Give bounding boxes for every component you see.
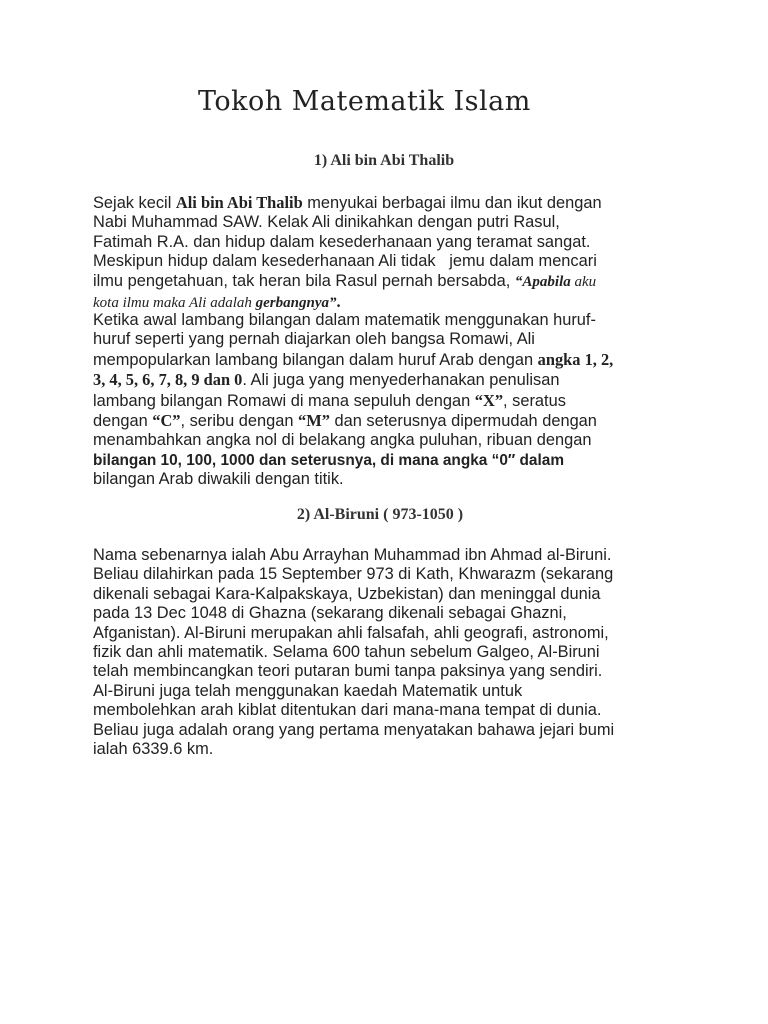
text-line: Fatimah R.A. dan hidup dalam kesederhanaan yang teramat sangat. [93,232,591,251]
text-line: membolehkan arah kiblat ditentukan dari mana-mana tempat di dunia. [93,701,602,720]
text-line [93,272,683,292]
text-run: ilmu pengetahuan, tak heran bila Rasul pernah bersabda, [93,271,515,290]
emphasis-digits: 3, 4, 5, 6, 7, 8, 9 dan 0 [93,370,243,390]
quote-run: aku [570,273,597,290]
emphasis-name: Ali bin Abi Thalib [175,193,303,212]
section-heading-biruni: 2) Al-Biruni ( 973-1050 ) [296,506,464,523]
text-line: Beliau juga adalah orang yang pertama menyatakan bahawa jejari bumi [93,720,615,739]
emphasis-digits: angka 1, 2, [537,349,614,369]
text-line: Nama sebenarnya ialah Abu Arrayhan Muhammad ibn Ahmad al-Biruni. [93,546,612,564]
text-run: . Ali juga yang menyederhanakan penulisan [242,371,560,390]
text-line: ialah 6339.6 km. [93,740,214,759]
text-line [93,391,683,411]
text-run: , seratus [503,391,566,410]
text-line: Al-Biruni juga telah menggunakan kaedah Matematik untuk [93,681,523,700]
text-run: lambang bilangan Romawi di mana sepuluh dengan [93,391,475,410]
text-line: Ketika awal lambang bilangan dalam matematik menggunakan huruf- [93,311,596,329]
text-line [93,411,683,431]
text-line: bilangan Arab diwakili dengan titik. [93,470,344,489]
paragraph-ali-numerals [93,311,683,490]
quote-run: kota ilmu maka Ali adalah [93,295,256,312]
text-line: bilangan 10, 100, 1000 dan seterusnya, di mana angka “0″ dalam [93,451,565,469]
text-run: , seribu dengan [180,412,299,431]
text-line: dikenali sebagai Kara-Kalpakskaya, Uzbekistan) dan meninggal dunia [93,584,601,603]
roman-numeral: “X” [474,390,504,410]
text-line: Afganistan). Al-Biruni merupakan ahli falsafah, ahli geografi, astronomi, [93,623,609,642]
text-line: Nabi Muhammad SAW. Kelak Ali dinikahkan dengan putri Rasul, [93,213,560,232]
text-line [93,350,683,370]
text-run: . [336,292,341,312]
quote-run: gerbangnya” [255,295,337,312]
section-heading-ali: 1) Ali bin Abi Thalib [313,152,455,169]
quote-run: “Apabila [514,273,571,290]
text-line: fizik dan ahli matematik. Selama 600 tahun sebelum Galgeo, Al-Biruni [93,643,600,662]
text-line [93,193,683,213]
text-line: menambahkan angka nol di belakang angka puluhan, ribuan dengan [93,431,592,450]
text-line: huruf seperti yang pernah diajarkan oleh bangsa Romawi, Ali [93,330,535,349]
paragraph-ali-intro [93,193,683,313]
page-title: Tokoh Matematik Islam [198,86,531,117]
text-run: dan seterusnya dipermudah dengan [329,412,597,431]
text-line [93,370,683,390]
text-line: telah membincangkan teori putaran bumi tanpa paksinya yang sendiri. [93,662,603,681]
text-run: Sejak kecil [93,194,176,212]
paragraph-biruni [93,546,683,759]
text-line: Meskipun hidup dalam kesederhanaan Ali tidak jemu dalam mencari [93,252,597,271]
roman-numeral: “C” [152,411,181,431]
text-run: mempopularkan lambang bilangan dalam huruf Arab dengan [93,350,538,369]
roman-numeral: “M” [298,411,330,431]
text-line: Beliau dilahirkan pada 15 September 973 di Kath, Khwarazm (sekarang [93,565,614,584]
text-line: pada 13 Dec 1048 di Ghazna (sekarang dikenali sebagai Ghazni, [93,604,567,623]
text-run: dengan [93,412,153,431]
text-run: menyukai berbagai ilmu dan ikut dengan [302,194,602,212]
